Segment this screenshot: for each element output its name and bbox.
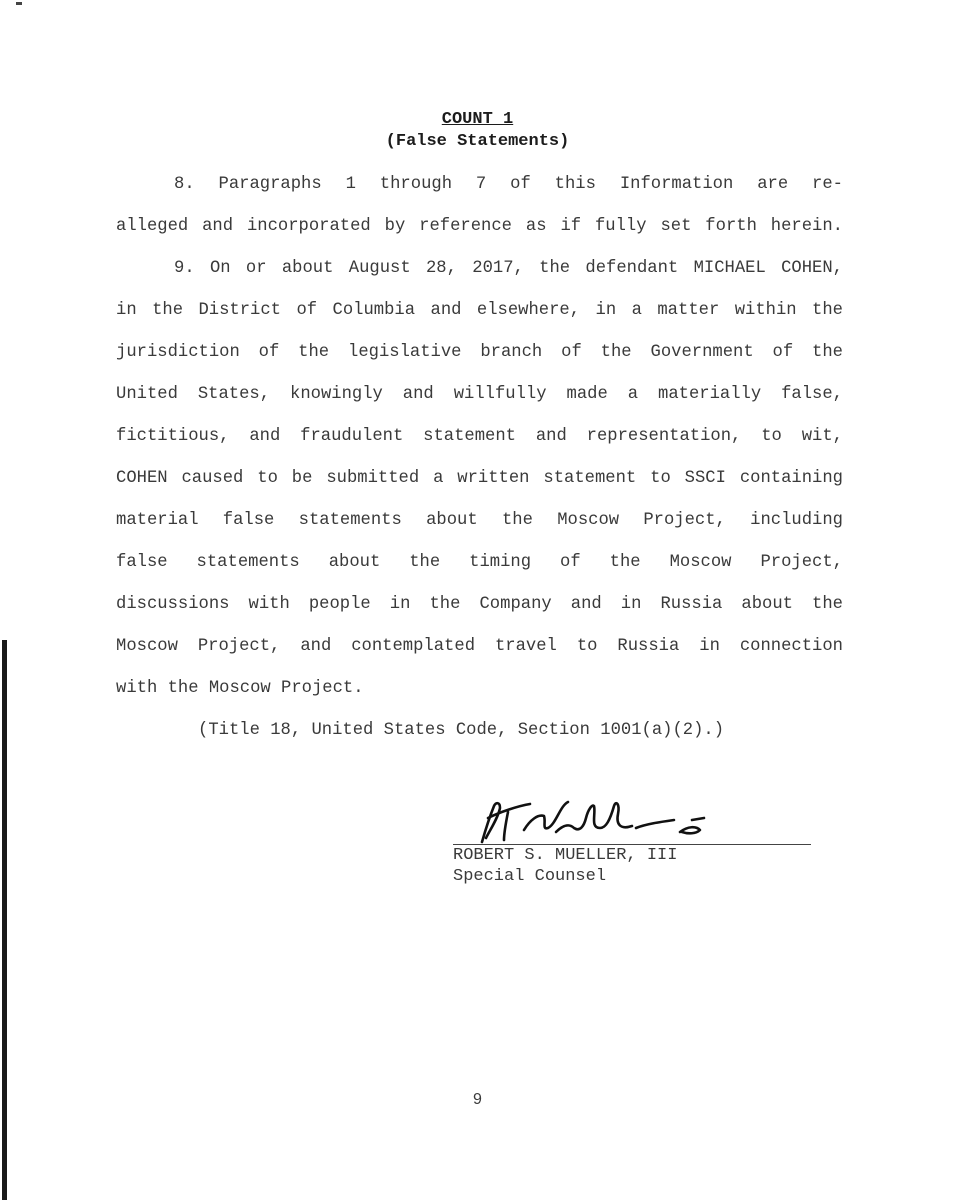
paragraph-9-line: discussions with people in the Company and in Russia about the <box>116 595 843 614</box>
count-subtitle: (False Statements) <box>385 132 570 151</box>
signer-title: Special Counsel <box>453 867 607 886</box>
paragraph-9-line: United States, knowingly and willfully made a materially false, <box>116 385 843 404</box>
scan-edge-line <box>2 640 7 1200</box>
statute-citation: (Title 18, United States Code, Section 1001(a)(2).) <box>198 721 725 740</box>
paragraph-9-line: material false statements about the Moscow Project, including <box>116 511 843 530</box>
signer-name: ROBERT S. MUELLER, III <box>453 846 678 865</box>
scan-mark <box>16 2 22 5</box>
paragraph-8-line: alleged and incorporated by reference as if fully set forth herein. <box>116 217 843 236</box>
paragraph-9-line: jurisdiction of the legislative branch of the Government of the <box>116 343 843 362</box>
paragraph-9-line: with the Moscow Project. <box>116 679 364 698</box>
paragraph-9-line: 9. On or about August 28, 2017, the defendant MICHAEL COHEN, <box>174 259 843 278</box>
page-number: 9 <box>473 1091 482 1108</box>
paragraph-9-line: in the District of Columbia and elsewhere, in a matter within the <box>116 301 843 320</box>
paragraph-9-line: false statements about the timing of the Moscow Project, <box>116 553 843 572</box>
paragraph-8-line: 8. Paragraphs 1 through 7 of this Information are re- <box>174 175 843 194</box>
signature-line <box>453 844 811 845</box>
count-title: COUNT 1 <box>441 110 514 129</box>
handwritten-signature <box>460 798 730 848</box>
paragraph-9-line: Moscow Project, and contemplated travel to Russia in connection <box>116 637 843 656</box>
paragraph-9-line: COHEN caused to be submitted a written statement to SSCI containing <box>116 469 843 488</box>
paragraph-9-line: fictitious, and fraudulent statement and representation, to wit, <box>116 427 843 446</box>
